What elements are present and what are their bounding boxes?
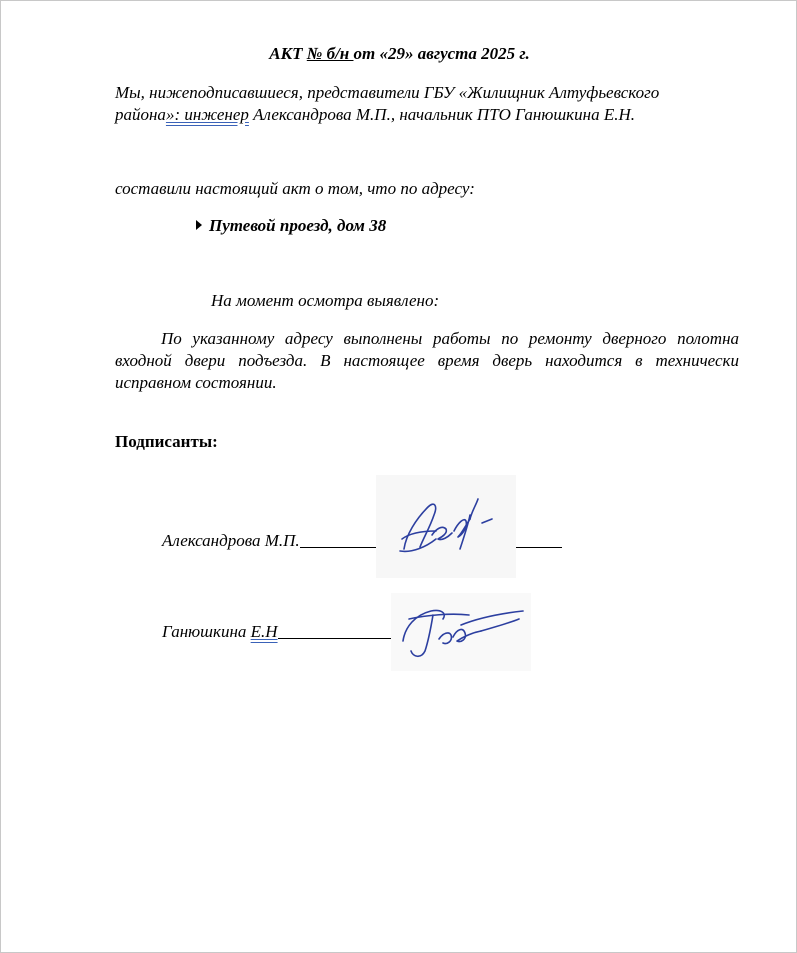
signer-2-surname: Ганюшкина xyxy=(162,622,251,641)
signature-1-image xyxy=(376,475,516,578)
inspection-heading: На момент осмотра выявлено: xyxy=(211,291,440,310)
signature-2-image xyxy=(391,593,531,671)
document-title xyxy=(1,43,797,65)
address-text: Путевой проезд, дом 38 xyxy=(209,216,387,235)
findings-paragraph: По указанному адресу выполнены работы по ремонту дверного полотна входной двери подъезда. В настоящее время дверь находится в технически исправном состоянии. xyxy=(115,329,739,392)
intro-line-2 xyxy=(115,104,635,126)
address-list-item xyxy=(196,215,386,237)
intro-members: Александрова М.П., начальник ПТО Ганюшкина Е.Н. xyxy=(248,105,635,124)
intro-role-underlined: »: инженер xyxy=(165,105,249,124)
signer-1-name: Александрова М.П. xyxy=(162,531,300,550)
bullet-arrow-icon xyxy=(196,220,202,230)
signatories-heading: Подписанты: xyxy=(115,432,218,451)
title-number: № б/н xyxy=(306,44,354,63)
signer-2-initials: Е.Н xyxy=(250,622,278,641)
intro-line-1: Мы, нижеподписавшиеся, представители ГБУ «Жилищник Алтуфьевского xyxy=(115,83,660,102)
title-prefix: АКТ xyxy=(269,44,307,63)
composed-text: составили настоящий акт о том, что по адресу: xyxy=(115,179,475,198)
intro-org-part: района xyxy=(115,105,166,124)
title-date: от «29» августа 2025 г. xyxy=(353,44,530,63)
